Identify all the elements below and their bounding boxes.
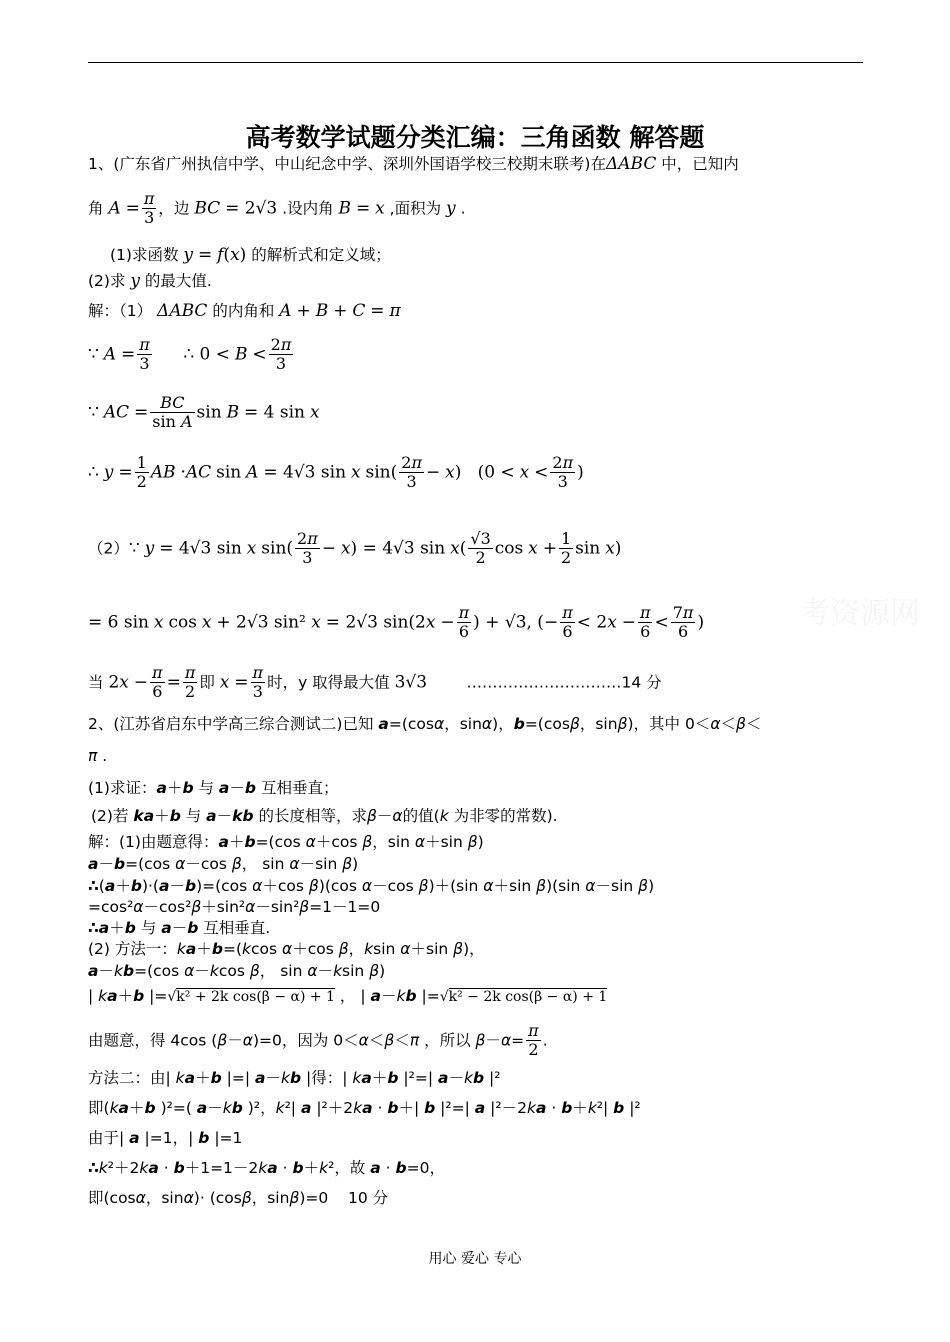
q2-sol6: (2) 方法一：ka＋b=(kcos α＋cos β，ksin α＋sin β)， <box>88 940 485 958</box>
q1-line2: 角 A = $\frac{\pi}{3}$ ，边 BC = 2√3 .设内角 B = x ,面积为 y . <box>88 189 466 228</box>
q2-sol12: 由于| a |=1，| b |=1 <box>88 1129 243 1147</box>
q2-line1: 2、(江苏省启东中学高三综合测试二)已知 a=(cosα，sinα)，b=(cosβ，sinβ)，其中 0＜α＜β＜ <box>88 715 762 733</box>
q2-sol4: =cos²α－cos²β＋sin²α－sin²β=1－1=0 <box>88 898 381 916</box>
q2-sol13: ∴k²＋2ka · b＋1=1－2ka · b＋k²，故 a · b=0， <box>88 1159 445 1177</box>
q1-step5: = 6 sin x cos x + 2√3 sin² x = 2√3 sin(2x − $\frac{\pi}{6}$ ) + √3, (− $\frac{\pi}{6}$ < 2x − $\frac{\pi}{6}$ < $\frac{7\pi}{6}$ ) <box>88 603 705 642</box>
watermark: 考资源网 <box>800 596 920 631</box>
q1-step1: ∵ A = $\frac{\pi}{3}$ ∴ 0 < B < $\frac{2\pi}{3}$ <box>88 335 292 374</box>
q2-sol2: a－b=(cos α－cos β， sin α－sin β) <box>88 855 359 873</box>
q2-part1: (1)求证：a＋b 与 a－b 互相垂直； <box>88 779 339 797</box>
page-footer: 用心 爱心 专心 <box>428 1251 522 1267</box>
q1-part2: (2)求 y 的最大值. <box>88 271 212 291</box>
q2-sol7: a－kb=(cos α－kcos β， sin α－ksin β) <box>88 962 386 980</box>
q1-solution-intro: 解：（1） ΔABC 的内角和 A + B + C = π <box>88 301 401 321</box>
q1-part1: (1)求函数 y = f(x) 的解析式和定义域； <box>110 245 391 265</box>
q1-step4: （2）∵ y = 4√3 sin x sin( $\frac{2\pi}{3}$ − x) = 4√3 sin x( $\frac{√3}{2}$ cos x + $\frac{1}{2}$ sin x) <box>88 529 622 568</box>
q1-step3: ∴ y = $\frac{1}{2}$ AB ·AC sin A = 4√3 sin x sin( $\frac{2\pi}{3}$ − x) (0 < x < $\frac{2\pi}{3}$ ) <box>88 453 584 492</box>
q1-step6: 当 2x − $\frac{\pi}{6}$ = $\frac{\pi}{2}$ 即 x = $\frac{\pi}{3}$ 时，y 取得最大值 3√3 …………………………14 分 <box>88 663 662 702</box>
q2-sol1: 解：(1)由题意得：a＋b=(cos α＋cos β，sin α＋sin β) <box>88 833 484 851</box>
q2-sol14: 即(cosα，sinα)· (cosβ，sinβ)=0 10 分 <box>88 1189 389 1207</box>
q2-sol8: | ka＋b |=√k² + 2k cos(β − α) + 1 ， | a－kb |=√k² − 2k cos(β − α) + 1 <box>88 987 608 1005</box>
q2-sol5: ∴a＋b 与 a－b 互相垂直. <box>88 919 271 937</box>
q2-sol10: 方法二：由| ka＋b |=| a－kb |得：| ka＋b |²=| a－kb |² <box>88 1069 501 1087</box>
header-rule <box>88 62 863 63</box>
q2-sol9: 由题意，得 4cos (β－α)=0，因为 0＜α＜β＜π ，所以 β－α= $\frac{\pi}{2}$ . <box>88 1021 548 1060</box>
q2-line2: π . <box>88 747 108 765</box>
q2-part2: (2)若 ka＋b 与 a－kb 的长度相等，求β－α的值(k 为非零的常数). <box>91 807 558 825</box>
q1-line1: 1、(广东省广州执信中学、中山纪念中学、深圳外国语学校三校期末联考)在ΔABC 中，已知内 <box>88 154 739 174</box>
q2-sol11: 即(ka＋b )²=( a－kb )²，k²| a |²＋2ka · b＋| b |²=| a |²－2ka · b＋k²| b |² <box>88 1099 641 1117</box>
q1-step2: ∵ AC = $\frac{BC}{\text{sin A}}$ sin B = 4 sin x <box>88 393 320 432</box>
q2-sol3: ∴(a＋b)·(a－b)=(cos α＋cos β)(cos α－cos β)＋(sin α＋sin β)(sin α－sin β) <box>88 877 655 895</box>
page-title: 高考数学试题分类汇编：三角函数 解答题 <box>245 123 705 152</box>
